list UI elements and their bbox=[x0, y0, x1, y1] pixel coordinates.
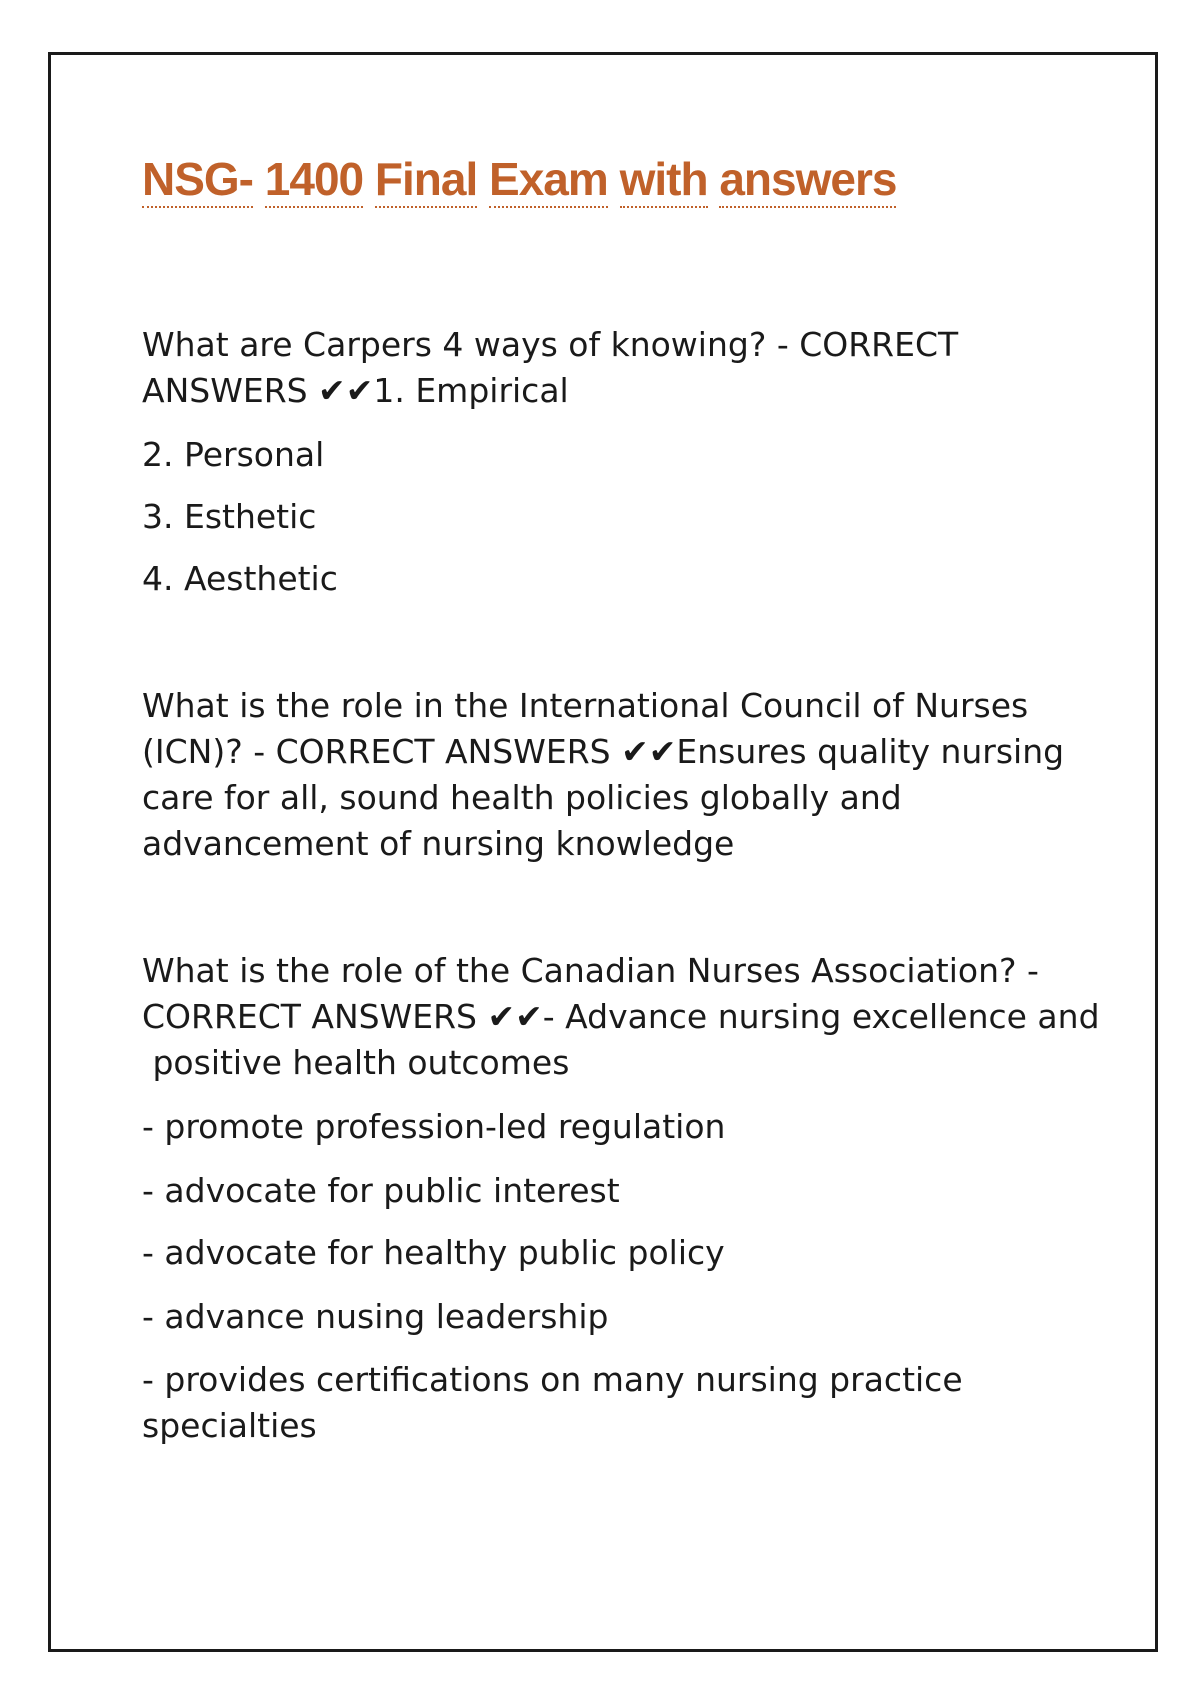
title-word: Final bbox=[375, 153, 477, 208]
title-word: Exam bbox=[489, 153, 608, 208]
title-word: 1400 bbox=[265, 153, 363, 208]
question-1-item: 2. Personal bbox=[142, 435, 325, 474]
title-word: with bbox=[620, 153, 708, 208]
question-2-line-3: care for all, sound health policies globally and bbox=[142, 778, 902, 817]
question-3-item: - advocate for healthy public policy bbox=[142, 1233, 725, 1272]
question-3-line-1: What is the role of the Canadian Nurses Association? - bbox=[142, 951, 1039, 990]
question-3-item: - advocate for public interest bbox=[142, 1171, 620, 1210]
question-2-line-2: (ICN)? - CORRECT ANSWERS ✔✔Ensures quality nursing bbox=[142, 732, 1065, 771]
title-word: NSG- bbox=[142, 153, 253, 208]
question-1-line-2: ANSWERS ✔✔1. Empirical bbox=[142, 371, 569, 410]
question-2-line-1: What is the role in the International Council of Nurses bbox=[142, 686, 1029, 725]
question-1-item: 4. Aesthetic bbox=[142, 559, 338, 598]
title-word: answers bbox=[719, 153, 896, 208]
question-3-line-2: CORRECT ANSWERS ✔✔- Advance nursing excellence and bbox=[142, 997, 1100, 1036]
question-3-item: - promote profession-led regulation bbox=[142, 1107, 726, 1146]
question-3-item: - provides certifications on many nursing practice bbox=[142, 1360, 963, 1399]
question-3-line-3: positive health outcomes bbox=[142, 1043, 570, 1082]
question-1-line-1: What are Carpers 4 ways of knowing? - CORRECT bbox=[142, 325, 959, 364]
question-3-item-continued: specialties bbox=[142, 1406, 317, 1445]
question-1-item: 3. Esthetic bbox=[142, 497, 317, 536]
question-2-line-4: advancement of nursing knowledge bbox=[142, 824, 735, 863]
question-3-item: - advance nusing leadership bbox=[142, 1297, 609, 1336]
document-title bbox=[142, 152, 896, 206]
